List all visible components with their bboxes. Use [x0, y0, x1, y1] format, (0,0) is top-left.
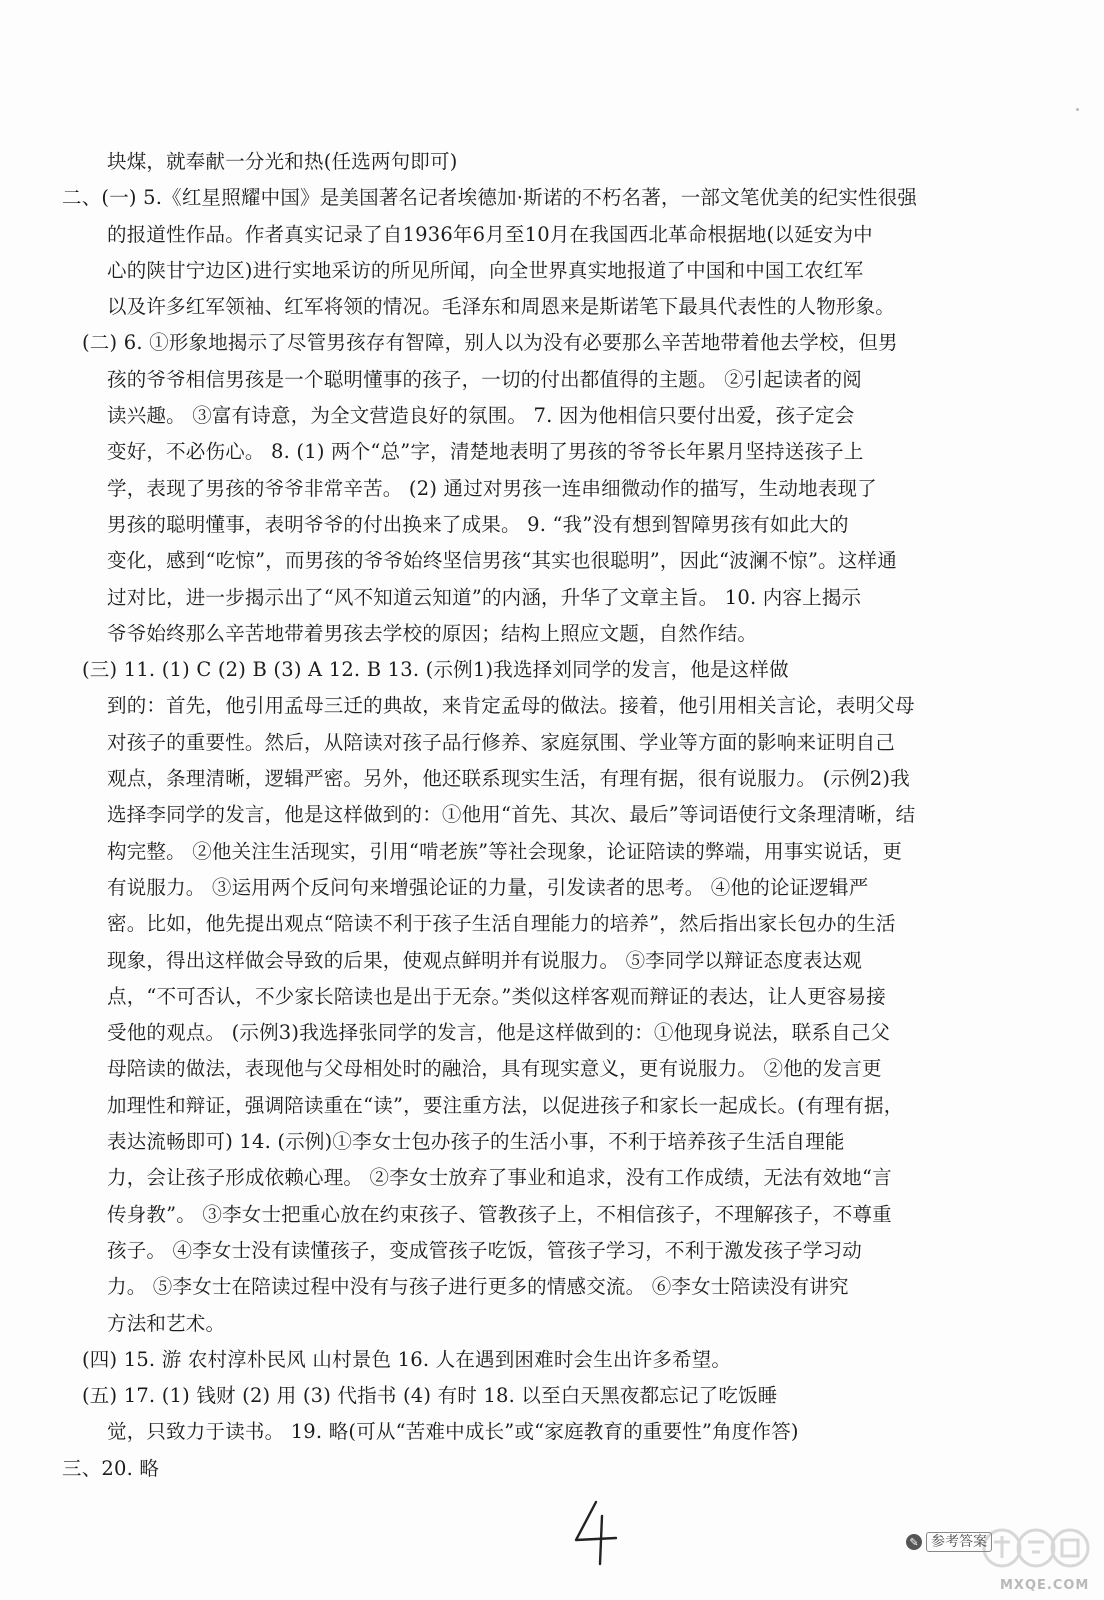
- text-line: 构完整。 ②他关注生活现实，引用“啃老族”等社会现象，论证陪读的弊端，用事实说话，更: [107, 839, 903, 863]
- text-line: 受他的观点。 (示例3)我选择张同学的发言，他是这样做到的：①他现身说法，联系自己父: [107, 1021, 891, 1045]
- section-2-part-1-line: 二、(一) 5.《红星照耀中国》是美国著名记者埃德加·斯诺的不朽名著，一部文笔优美的纪实性很强: [62, 186, 918, 210]
- text-line: 母陪读的做法，表现他与父母相处时的融洽，具有现实意义，更有说服力。 ②他的发言更: [107, 1057, 882, 1081]
- section-2-part-3-line: (三) 11. (1) C (2) B (3) A 12. B 13. (示例1)我选择刘同学的发言，他是这样做: [82, 658, 789, 682]
- section-3-line: 三、20. 略: [62, 1456, 160, 1480]
- text-line: 过对比，进一步揭示出了“风不知道云知道”的内涵，升华了文章主旨。 10. 内容上揭示: [107, 585, 862, 609]
- section-2-part-2-line: (二) 6. ①形象地揭示了尽管男孩存有智障，别人以为没有必要那么辛苦地带着他去学校，但男: [82, 331, 898, 355]
- text-line: 有说服力。 ③运用两个反问句来增强论证的力量，引发读者的思考。 ④他的论证逻辑严: [107, 875, 869, 899]
- text-line: 的报道性作品。作者真实记录了自1936年6月至10月在我国西北革命根据地(以延安为中: [107, 222, 873, 246]
- text-line: 观点，条理清晰，逻辑严密。另外，他还联系现实生活，有理有据，很有说服力。 (示例2)我: [107, 767, 910, 791]
- text-line: 力，会让孩子形成依赖心理。 ②李女士放弃了事业和追求，没有工作成绩，无法有效地“言: [107, 1166, 892, 1190]
- text-line: 加理性和辩证，强调陪读重在“读”，要注重方法，以促进孩子和家长一起成长。(有理有据，: [107, 1093, 904, 1117]
- footer-label: 参考答案: [926, 1532, 992, 1552]
- section-2-part-4-line: (四) 15. 游 农村淳朴民风 山村景色 16. 人在遇到困难时会生出许多希望。: [82, 1347, 732, 1371]
- book-icon: ✎: [906, 1534, 922, 1550]
- text-line: 觉，只致力于读书。 19. 略(可从“苦难中成长”或“家庭教育的重要性”角度作答): [107, 1420, 799, 1444]
- text-line: 点，“不可否认，不少家长陪读也是出于无奈。”类似这样客观而辩证的表达，让人更容易接: [107, 984, 886, 1008]
- text-line: 密。比如，他先提出观点“陪读不利于孩子生活自理能力的培养”，然后指出家长包办的生活: [107, 912, 896, 936]
- text-line: 学，表现了男孩的爷爷非常辛苦。 (2) 通过对男孩一连串细微动作的描写，生动地表现了: [107, 476, 877, 500]
- text-line: 到的：首先，他引用孟母三迁的典故，来肯定孟母的做法。接着，他引用相关言论，表明父母: [107, 694, 915, 718]
- handwritten-page-number: [566, 1498, 626, 1568]
- answer-text-block: [62, 144, 1062, 1487]
- text-line: 对孩子的重要性。然后，从陪读对孩子品行修养、家庭氛围、学业等方面的影响来证明自己: [107, 730, 896, 754]
- text-line: 块煤，就奉献一分光和热(任选两句即可): [107, 150, 458, 173]
- text-line: 选择李同学的发言，他是这样做到的：①他用“首先、其次、最后”等词语使行文条理清晰，结: [107, 803, 916, 827]
- text-line: 变化，感到“吃惊”，而男孩的爷爷始终坚信男孩“其实也很聪明”，因此“波澜不惊”。这样通: [107, 549, 897, 573]
- section-2-part-5-line: (五) 17. (1) 钱财 (2) 用 (3) 代指书 (4) 有时 18. 以至白天黑夜都忘记了吃饭睡: [82, 1384, 778, 1408]
- scan-speck: [1076, 108, 1079, 111]
- text-line: 心的陕甘宁边区)进行实地采访的所见所闻，向全世界真实地报道了中国和中国工农红军: [107, 258, 864, 282]
- text-line: 孩子。 ④李女士没有读懂孩子，变成管孩子吃饭，管孩子学习，不利于激发孩子学习动: [107, 1238, 862, 1262]
- text-line: 读兴趣。 ③富有诗意，为全文营造良好的氛围。 7. 因为他相信只要付出爱，孩子定会: [107, 404, 855, 428]
- text-line: 表达流畅即可) 14. (示例)①李女士包办孩子的生活小事，不利于培养孩子生活自理能: [107, 1130, 845, 1154]
- text-line: 力。 ⑤李女士在陪读过程中没有与孩子进行更多的情感交流。 ⑥李女士陪读没有讲究: [107, 1275, 849, 1299]
- text-line: 变好，不必伤心。 8. (1) 两个“总”字，清楚地表明了男孩的爷爷长年累月坚持送孩子上: [107, 440, 864, 464]
- text-line: 男孩的聪明懂事，表明爷爷的付出换来了成果。 9. “我”没有想到智障男孩有如此大的: [107, 512, 849, 536]
- text-line: 爷爷始终那么辛苦地带着男孩去学校的原因；结构上照应文题，自然作结。: [107, 621, 758, 645]
- text-line: 方法和艺术。: [107, 1311, 226, 1335]
- text-line: 孩的爷爷相信男孩是一个聪明懂事的孩子，一切的付出都值得的主题。 ②引起读者的阅: [107, 367, 862, 391]
- text-line: 以及许多红军领袖、红军将领的情况。毛泽东和周恩来是斯诺笔下最具代表性的人物形象。: [107, 295, 896, 319]
- watermark-url: MXQE.COM: [1000, 1578, 1090, 1593]
- text-line: 现象，得出这样做会导致的后果，使观点鲜明并有说服力。 ⑤李同学以辩证态度表达观: [107, 948, 862, 972]
- text-line: 传身教”。 ③李女士把重心放在约束孩子、管教孩子上，不相信孩子，不理解孩子，不尊重: [107, 1202, 892, 1226]
